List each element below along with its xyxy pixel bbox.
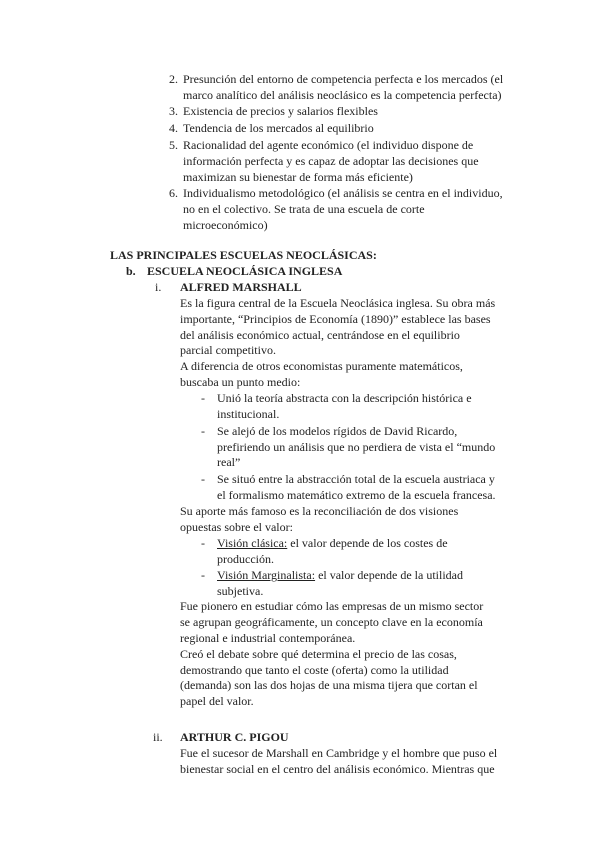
list-item-number: 2. — [169, 72, 178, 86]
paragraph-line: opuestas sobre el valor: — [180, 519, 293, 534]
paragraph-line: Creó el debate sobre qué determina el precio de las cosas, — [180, 646, 457, 661]
list-item-line: Existencia de precios y salarios flexibles — [183, 104, 378, 118]
paragraph-line: Su aporte más famoso es la reconciliación de dos visiones — [180, 503, 459, 518]
paragraph-line: bienestar social en el centro del análisis económico. Mientras que — [180, 761, 495, 776]
vision-text: el valor depende de la utilidad — [315, 568, 464, 583]
paragraph-line: regional e industrial contemporánea. — [180, 630, 356, 645]
paragraph-line: buscaba un punto medio: — [180, 374, 301, 389]
author-heading-marshall: ALFRED MARSHALL — [180, 280, 302, 294]
author-heading-pigou: ARTHUR C. PIGOU — [180, 730, 289, 744]
dash-item-line: institucional. — [217, 406, 280, 421]
paragraph — [180, 599, 540, 646]
paragraph-line: se agrupan geográficamente, un concepto clave en la economía — [180, 615, 483, 630]
list-item-line: Presunción del entorno de competencia perfecta e los mercados (el — [183, 72, 504, 86]
dash-item-line: Se alejó de los modelos rígidos de David Ricardo, — [217, 423, 458, 438]
dash-item-line: Unió la teoría abstracta con la descripción histórica e — [217, 390, 472, 405]
list-item-line: Individualismo metodológico (el análisis se centra en el individuo, — [183, 186, 503, 200]
list-item-number: 5. — [169, 138, 178, 152]
list-item-line: Tendencia de los mercados al equilibrio — [183, 121, 374, 135]
list-item-line: maximizan su bienestar de forma más eficiente) — [183, 169, 413, 184]
dash-marker: - — [201, 390, 205, 405]
list-item — [158, 72, 578, 104]
vision-item-line — [217, 568, 463, 584]
paragraph-line: Fue pionero en estudiar cómo las empresas de un mismo sector — [180, 599, 484, 614]
dash-item-line: real” — [217, 455, 241, 470]
paragraph-line: (demanda) son las dos hojas de una misma tijera que cortan el — [180, 678, 478, 693]
paragraph — [180, 359, 540, 391]
paragraph-line: papel del valor. — [180, 694, 254, 709]
list-item-line: información perfecta y es capaz de adoptar las decisiones que — [183, 153, 479, 168]
roman-marker: ii. — [153, 730, 163, 744]
paragraph-line: Es la figura central de la Escuela Neoclásica inglesa. Su obra más — [180, 296, 496, 310]
paragraph — [180, 504, 540, 536]
list-item — [158, 104, 578, 121]
dash-item-line: el formalismo matemático extremo de la escuela francesa. — [217, 487, 496, 502]
roman-marker: i. — [155, 280, 162, 294]
list-item — [158, 121, 578, 138]
section-heading: LAS PRINCIPALES ESCUELAS NEOCLÁSICAS: — [110, 248, 377, 262]
list-item — [158, 186, 578, 234]
dash-marker: - — [201, 568, 205, 583]
dash-marker: - — [201, 536, 205, 551]
list-item-line: marco analítico del análisis neoclásico es la competencia perfecta) — [183, 87, 502, 102]
paragraph-line: A diferencia de otros economistas puramente matemáticos, — [180, 359, 463, 374]
paragraph-line: parcial competitivo. — [180, 343, 276, 358]
list-item-line: microeconómico) — [183, 217, 268, 232]
list-item-number: 4. — [169, 121, 178, 135]
vision-item-line: producción. — [217, 552, 274, 567]
intro-numbered-list — [158, 72, 578, 234]
list-item-number: 6. — [169, 186, 178, 200]
dash-marker: - — [201, 423, 205, 438]
paragraph-line: importante, “Principios de Economía (1890)” establece las bases — [180, 311, 491, 326]
list-item — [158, 138, 578, 186]
vision-list — [180, 535, 540, 599]
subsection-heading: ESCUELA NEOCLÁSICA INGLESA — [147, 264, 343, 278]
paragraph-line: demostrando que tanto el coste (oferta) como la utilidad — [180, 662, 449, 677]
vision-item-line: subjetiva. — [217, 584, 264, 599]
list-item-line: no en el colectivo. Se trata de una escuela de corte — [183, 201, 425, 216]
vision-label-clasica: Visión clásica: — [217, 536, 288, 551]
list-item-number: 3. — [169, 104, 178, 118]
dash-marker: - — [201, 471, 205, 486]
paragraph — [180, 296, 540, 359]
vision-label-marginalista: Visión Marginalista: — [217, 568, 316, 583]
dash-list — [180, 391, 540, 504]
paragraph — [180, 647, 540, 710]
dash-item-line: Se situó entre la abstracción total de la escuela austriaca y — [217, 471, 495, 486]
list-item-line: Racionalidad del agente económico (el individuo dispone de — [183, 138, 474, 152]
subsection-marker: b. — [126, 264, 136, 278]
paragraph-line: Fue el sucesor de Marshall en Cambridge y el hombre que puso el — [180, 746, 498, 760]
dash-item-line: prefiriendo un análisis que no perdiera de vista el “mundo — [217, 439, 496, 454]
vision-item-line — [217, 536, 448, 552]
pigou-body — [180, 746, 540, 778]
vision-text: el valor depende de los costes de — [287, 536, 448, 551]
paragraph-line: del análisis económico actual, centrándose en el equilibrio — [180, 327, 460, 342]
marshall-body — [180, 296, 540, 710]
